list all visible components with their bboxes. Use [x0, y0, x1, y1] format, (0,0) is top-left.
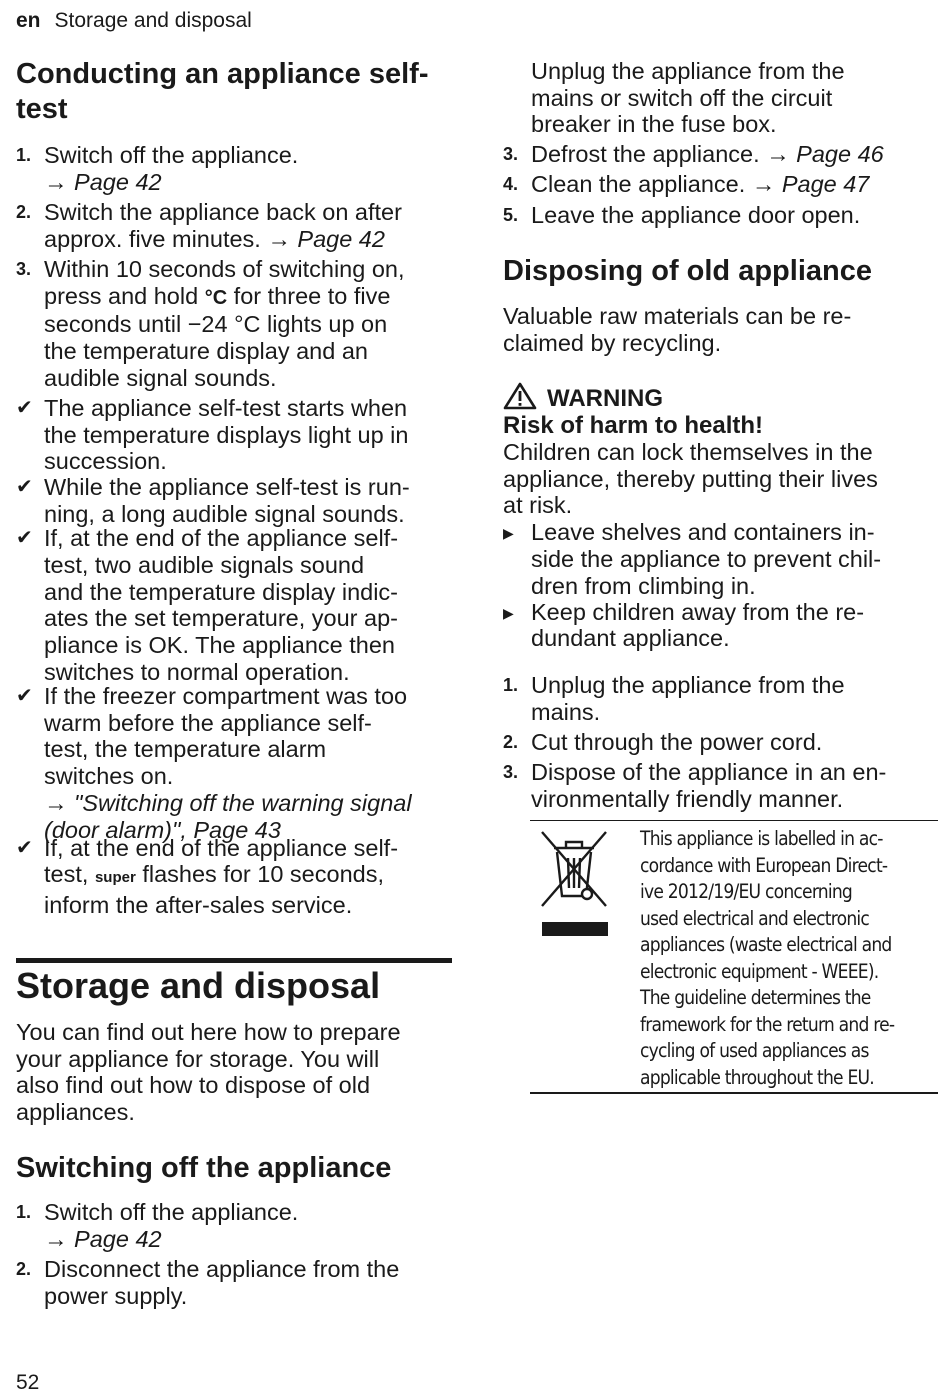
arrow-right-icon: → — [766, 141, 790, 168]
list-item: 1. Switch off the appliance. → Page 42 — [16, 142, 456, 195]
check-icon: ✔ — [16, 836, 33, 859]
check-icon: ✔ — [16, 476, 33, 499]
disposal-title: Disposing of old appliance — [503, 255, 872, 287]
check-icon: ✔ — [16, 527, 33, 550]
list-item: 1. Switch off the appliance. → Page 42 — [16, 1199, 456, 1252]
running-header — [16, 9, 252, 33]
list-item: 1. Unplug the appliance from the mains. — [503, 672, 845, 725]
list-item: 3. Within 10 seconds of switching on, press and hold °C for three to five seconds until −24 °C lights up on the temperature display and an audible signal sounds. — [16, 255, 405, 391]
crossed-bin-icon — [538, 826, 610, 938]
weee-bottom-rule — [530, 1092, 938, 1094]
list-item: 2. Cut through the power cord. — [503, 728, 823, 755]
super-symbol: super — [94, 869, 136, 887]
page-reference: → Page 47 — [751, 171, 870, 198]
triangle-bullet-icon: ▶ — [503, 604, 514, 621]
page-reference: → Page 46 — [766, 141, 884, 168]
arrow-right-icon: → — [267, 225, 291, 252]
weee-notice — [530, 820, 938, 1094]
arrow-right-icon: → — [44, 789, 68, 816]
selftest-section — [16, 57, 456, 127]
list-item: 2. Switch the appliance back on after approx. five minutes. → Page 42 — [16, 198, 402, 252]
list-item: 3. Defrost the appliance. → Page 46 — [503, 141, 884, 168]
warning-box: WARNING Risk of harm to health! Children can lock themselves in the appliance, thereby putting their lives at risk. ▶ Leave shelves and containers in- side the appliance to prevent chil- dren from climbing in. ▶ Keep children away from the re- dundant appliance. — [503, 382, 939, 656]
disposal-steps — [503, 672, 939, 816]
switchoff-section — [16, 1151, 456, 1313]
switchoff-continued — [503, 58, 939, 232]
page-reference: → Page 42 — [44, 1225, 162, 1252]
main-title: Storage and disposal — [16, 965, 381, 1006]
temperature-button-symbol: °C — [204, 286, 228, 309]
arrow-right-icon: → — [44, 168, 68, 195]
check-icon: ✔ — [16, 396, 33, 419]
page-reference: → Page 42 — [267, 225, 385, 252]
language-code: en — [16, 9, 41, 32]
header-section: Storage and disposal — [54, 9, 252, 32]
list-item: 2. Disconnect the appliance from the power supply. — [16, 1255, 400, 1309]
triangle-bullet-icon: ▶ — [503, 525, 514, 542]
switchoff-title: Switching off the appliance — [16, 1152, 392, 1184]
storage-section: Storage and disposal You can find out here how to prepare your appliance for storage. You will also find out how to dispose of old appliances. — [16, 965, 456, 1126]
selftest-steps — [16, 142, 456, 922]
list-item: 5. Leave the appliance door open. — [503, 201, 861, 228]
result-item: ✔ While the appliance self-test is run- ning, a long audible signal sounds. — [16, 474, 410, 528]
check-icon: ✔ — [16, 685, 33, 708]
list-item: 3. Dispose of the appliance in an en- vironmentally friendly manner. — [503, 759, 887, 812]
selftest-title: Conducting an appliance self- test — [16, 58, 429, 125]
warning-label: WARNING — [503, 382, 939, 412]
warning-triangle-icon — [503, 382, 537, 410]
result-item: ✔ If, at the end of the appliance self- test, super flashes for 10 seconds, inform the after-sales service. — [16, 834, 399, 919]
action-item: ▶ Keep children away from the re- dundant appliance. — [503, 598, 865, 652]
list-item: 4. Clean the appliance. → Page 47 — [503, 171, 870, 198]
list-item-continuation: Unplug the appliance from the mains or switch off the circuit breaker in the fuse box. — [531, 58, 845, 138]
result-item: ✔ The appliance self-test starts when the temperature displays light up in succession. — [16, 394, 409, 475]
result-item: ✔ If, at the end of the appliance self- test, two audible signals sound and the temperature display indic- ates the set temperature, your ap- pliance is OK. The appliance then switches to normal operation. — [16, 525, 399, 685]
disposal-section: Disposing of old appliance Valuable raw materials can be re- claimed by recycling. — [503, 254, 939, 356]
action-item: ▶ Leave shelves and containers in- side the appliance to prevent chil- dren from climbing in. — [503, 519, 882, 599]
page-reference: → "Switching off the warning signal — [44, 789, 412, 816]
result-item: ✔ If the freezer compartment was too warm before the appliance self- test, the temperature alarm switches on. → "Switching off the warning signal (door alarm)", Page 43 — [16, 683, 456, 843]
page-reference: → Page 42 — [44, 168, 162, 195]
arrow-right-icon: → — [751, 171, 776, 198]
weee-top-rule — [530, 820, 938, 821]
page-number: 52 — [16, 1371, 40, 1394]
section-rule — [16, 958, 452, 963]
warning-heading: Risk of harm to health! — [503, 412, 764, 439]
weee-text: This appliance is labelled in ac- cordance with European Direct- ive 2012/19/EU concerning used electrical and electronic appliances (waste electrical and electronic equipment - WEEE). The guideline determines the framework for the return and re- cycling of used appliances as applicable throughout the EU. — [640, 827, 895, 1089]
arrow-right-icon: → — [44, 1225, 68, 1252]
